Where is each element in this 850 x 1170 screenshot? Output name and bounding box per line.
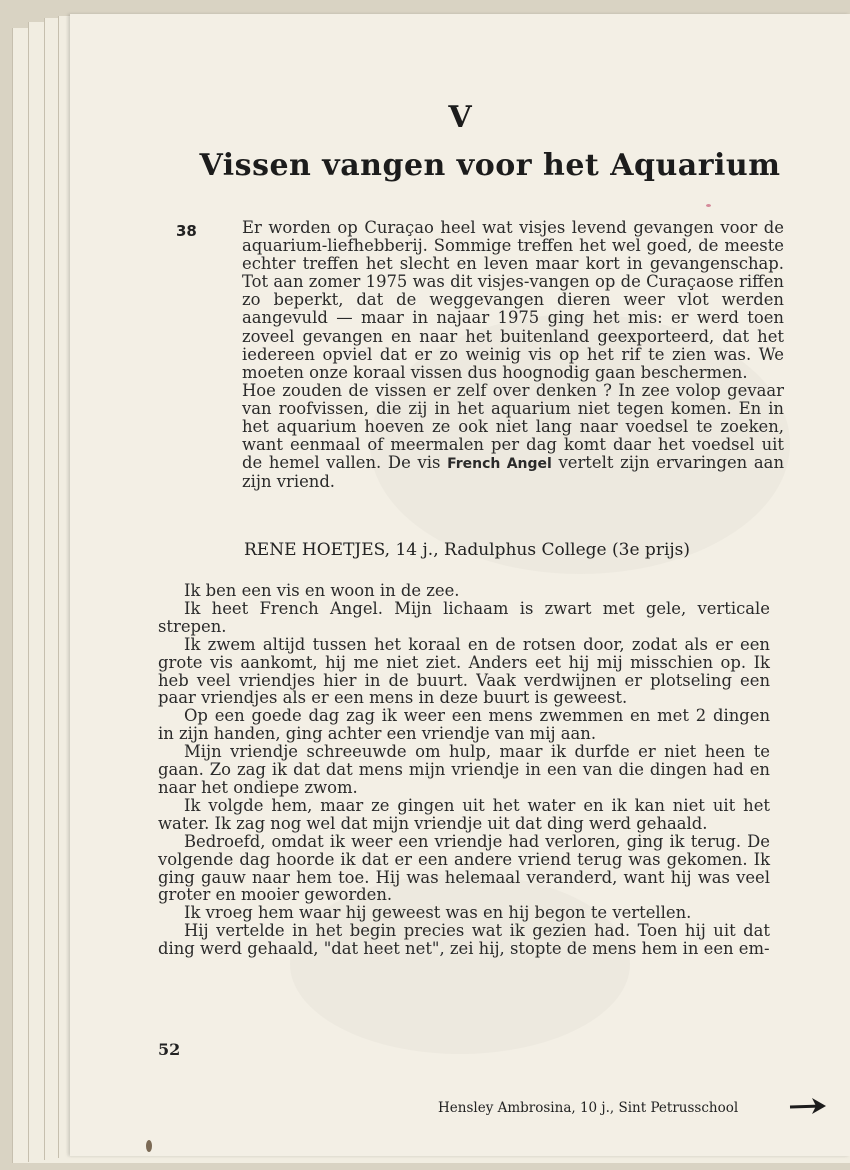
fish-name: French Angel <box>447 456 552 473</box>
paper-speck <box>146 1140 152 1152</box>
intro-text <box>242 219 784 491</box>
section-number: 38 <box>176 222 197 240</box>
story-paragraph: Ik vroeg hem waar hij geweest was en hij begon te vertellen. <box>184 903 692 923</box>
intro-text-before: Hoe zouden de vissen er zelf over denken ? In zee volop gevaar van roofvissen, die zij in het aquarium niet tegen komen. En in het aquarium hoeven ze ook niet lang naar voedsel te zoeken, want eenmaal of meermalen per dag komt daar het voedsel uit de hemel vallen. De vis <box>242 380 784 473</box>
paper-speck <box>706 204 711 207</box>
page-number: 52 <box>158 1040 181 1059</box>
intro-paragraph <box>242 382 784 492</box>
story-paragraph: Ik ben een vis en woon in de zee. <box>184 581 460 600</box>
intro-text-after: vertelt zijn ervaringen aan zijn vriend. <box>242 453 785 492</box>
story-paragraph: Op een goede dag zag ik weer een mens zwemmen en met 2 dingen in zijn handen, ging achter een vriendje van mij aan. <box>158 706 770 744</box>
illustration-credit: Hensley Ambrosina, 10 j., Sint Petrusschool <box>438 1100 739 1116</box>
story-paragraph: Ik volgde hem, maar ze gingen uit het water en ik kan niet uit het water. Ik zag nog wel dat mijn vriendje uit dat ding werd gehaald. <box>158 795 770 833</box>
chapter-number: V <box>448 100 472 135</box>
story-paragraph: Bedroefd, omdat ik weer een vriendje had verloren, ging ik terug. De volgende dag hoorde ik dat er een andere vriend terug was gekomen. Ik ging gauw naar hem toe. Hij was helemaal veranderd, want hij was veel groter en mooier geworden. <box>158 831 770 905</box>
story-paragraph: Ik zwem altijd tussen het koraal en de rotsen door, zodat als er een grote vis aankomt, hij me niet ziet. Anders eet hij mij misschien op. Ik heb veel vriendjes hier in de buurt. Vaak verdwijnen er plotseling een paar vriendjes als er een mens in deze buurt is geweest. <box>158 634 770 708</box>
story-paragraph: Mijn vriendje schreeuwde om hulp, maar ik durfde er niet heen te gaan. Zo zag ik dat dat mens mijn vriendje in een van die dingen had en naar het ondiepe zwom. <box>158 742 770 797</box>
story-paragraph: Ik heet French Angel. Mijn lichaam is zwart met gele, verticale strepen. <box>158 598 770 636</box>
arrow-right-icon[interactable] <box>788 1094 828 1118</box>
page-title: Vissen vangen voor het Aquarium <box>199 148 781 183</box>
book-page <box>70 14 850 1156</box>
story-paragraph: Hij vertelde in het begin precies wat ik gezien had. Toen hij uit dat ding werd gehaald, "dat heet net", zei hij, stopte de mens hem in een em- <box>158 921 770 959</box>
intro-paragraph: Er worden op Curaçao heel wat visjes levend gevangen voor de aquarium-liefhebberij. Sommige treffen het wel goed, de meeste echter treffen het slecht en leven maar kort in gevangenschap. Tot aan zomer 1975 was dit visjes-vangen op de Curaçaose riffen zo beperkt, dat de weggevangen dieren weer vlot werden aangevuld — maar in najaar 1975 ging het mis: er werd toen zoveel gevangen en naar het buitenland geexporteerd, dat het iedereen opviel dat er zo weinig vis op het rif te zien was. We moeten onze koraal vissen dus hoognodig gaan beschermen. <box>242 218 784 382</box>
story-text <box>158 582 770 958</box>
author-line: RENE HOETJES, 14 j., Radulphus College (3e prijs) <box>244 540 691 560</box>
